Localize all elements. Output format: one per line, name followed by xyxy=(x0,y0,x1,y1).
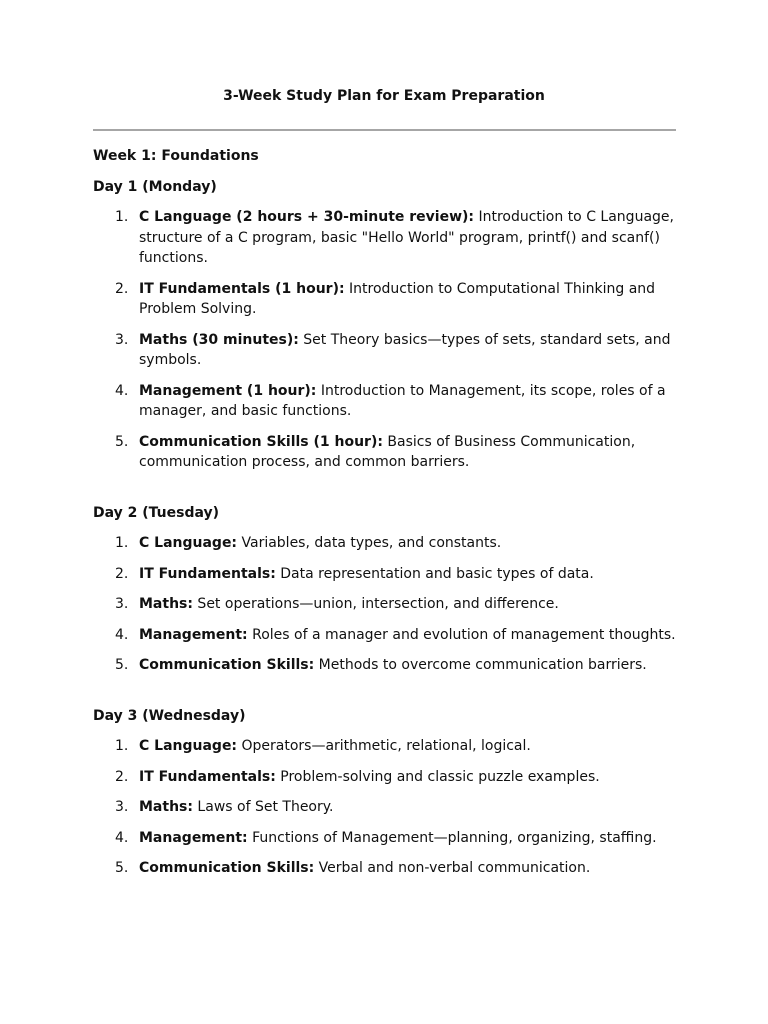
task-number: 1. xyxy=(115,535,129,551)
task-description: Variables, data types, and constants. xyxy=(237,535,502,551)
task-description: Problem-solving and classic puzzle examples. xyxy=(275,768,600,785)
task-description: Introduction to Computational Thinking and Problem Solving. xyxy=(139,280,656,317)
task-subject: C Language: xyxy=(139,535,238,551)
task-description: Functions of Management—planning, organizing, staffing. xyxy=(247,829,657,846)
day-heading: Day 3 (Wednesday) xyxy=(93,707,246,724)
task-item xyxy=(93,797,683,818)
task-item xyxy=(93,594,683,615)
task-number: 3. xyxy=(115,331,129,348)
task-item xyxy=(93,655,683,676)
task-number: 5. xyxy=(115,860,129,876)
task-subject: Maths: xyxy=(139,799,193,815)
task-subject: Communication Skills (1 hour): xyxy=(139,433,383,450)
task-subject: Management: xyxy=(139,829,248,846)
task-item xyxy=(93,279,683,320)
task-subject: C Language: xyxy=(139,738,238,754)
day-section-1 xyxy=(93,177,683,473)
task-item xyxy=(93,533,683,554)
task-description: Verbal and non-verbal communication. xyxy=(314,860,591,876)
task-subject: Communication Skills: xyxy=(139,860,315,876)
task-number: 4. xyxy=(115,829,129,846)
task-description: Basics of Business Communication, communication process, and common barriers. xyxy=(139,433,636,470)
task-subject: IT Fundamentals: xyxy=(139,565,276,582)
task-description: Introduction to Management, its scope, roles of a manager, and basic functions. xyxy=(139,382,666,419)
task-item xyxy=(93,564,683,585)
task-number: 2. xyxy=(115,565,129,582)
day-section-2 xyxy=(93,503,683,676)
task-subject: Management: xyxy=(139,626,248,643)
task-description: Roles of a manager and evolution of management thoughts. xyxy=(247,626,676,643)
task-description: Operators—arithmetic, relational, logical. xyxy=(237,738,531,754)
task-description: Set Theory basics—types of sets, standard sets, and symbols. xyxy=(139,331,671,368)
document-title: 3-Week Study Plan for Exam Preparation xyxy=(223,88,545,104)
task-list xyxy=(93,736,683,879)
task-subject: Communication Skills: xyxy=(139,657,315,673)
task-number: 3. xyxy=(115,596,129,612)
task-number: 4. xyxy=(115,382,129,399)
task-subject: Maths (30 minutes): xyxy=(139,331,299,348)
task-number: 3. xyxy=(115,799,129,815)
task-subject: Management (1 hour): xyxy=(139,382,317,399)
day-heading: Day 2 (Tuesday) xyxy=(93,504,220,521)
task-item xyxy=(93,828,683,849)
task-item xyxy=(93,858,683,879)
week-heading: Week 1: Foundations xyxy=(93,148,259,164)
task-item xyxy=(93,625,683,646)
task-item xyxy=(93,432,683,473)
task-number: 1. xyxy=(115,209,129,225)
task-description: Laws of Set Theory. xyxy=(192,799,334,815)
task-subject: C Language (2 hours + 30-minute review): xyxy=(139,209,475,225)
horizontal-rule xyxy=(93,129,676,131)
task-item xyxy=(93,330,683,371)
task-item xyxy=(93,381,683,422)
task-subject: IT Fundamentals (1 hour): xyxy=(139,280,345,297)
task-item xyxy=(93,207,683,269)
task-list xyxy=(93,207,683,473)
task-subject: IT Fundamentals: xyxy=(139,768,276,785)
task-number: 5. xyxy=(115,433,129,450)
day-section-3 xyxy=(93,706,683,879)
task-number: 5. xyxy=(115,657,129,673)
task-description: Introduction to C Language, structure of a C program, basic "Hello World" program, printf() and scanf() functions. xyxy=(139,209,674,266)
task-subject: Maths: xyxy=(139,596,193,612)
task-description: Set operations—union, intersection, and difference. xyxy=(192,596,559,612)
task-number: 4. xyxy=(115,626,129,643)
task-number: 2. xyxy=(115,768,129,785)
day-heading: Day 1 (Monday) xyxy=(93,178,217,195)
task-item xyxy=(93,767,683,788)
document-body xyxy=(93,146,683,909)
task-description: Data representation and basic types of data. xyxy=(275,565,594,582)
task-item xyxy=(93,736,683,757)
task-number: 1. xyxy=(115,738,129,754)
task-list xyxy=(93,533,683,676)
task-number: 2. xyxy=(115,280,129,297)
task-description: Methods to overcome communication barriers. xyxy=(314,657,647,673)
